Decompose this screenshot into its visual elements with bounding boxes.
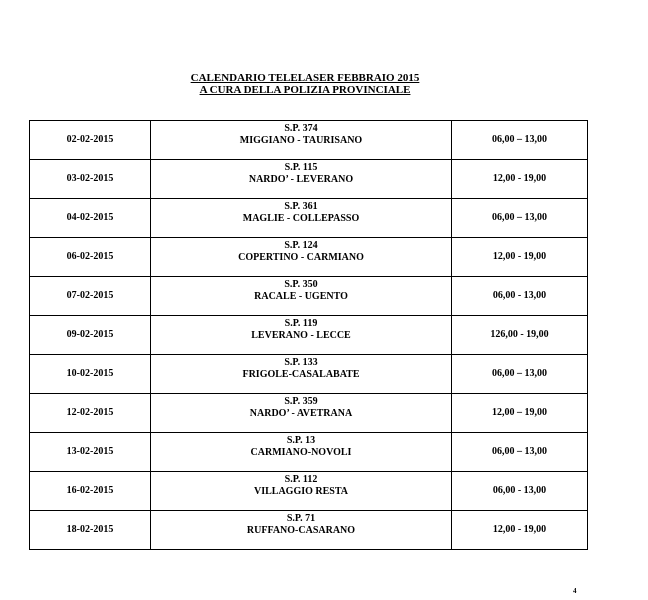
time-cell: 06,00 – 13,00 [452,433,588,472]
date-cell: 09-02-2015 [30,316,151,355]
road-code: S.P. 374 [284,123,318,134]
road-code: S.P. 115 [284,162,318,173]
road-cell [151,433,452,472]
title-line-1: CALENDARIO TELELASER FEBBRAIO 2015 [190,72,420,84]
time-cell: 06,00 – 13,00 [452,199,588,238]
time-cell: 12,00 - 19,00 [452,238,588,277]
road-code: S.P. 359 [284,396,318,407]
route-name: MIGGIANO - TAURISANO [239,135,363,146]
route-name: VILLAGGIO RESTA [253,486,348,497]
route-name: FRIGOLE-CASALABATE [242,369,360,380]
date-cell: 04-02-2015 [30,199,151,238]
table-row [30,121,588,160]
table-row [30,394,588,433]
time-cell: 06,00 - 13,00 [452,472,588,511]
road-cell [151,316,452,355]
route-name: NARDO’ - LEVERANO [248,174,354,185]
date-cell: 06-02-2015 [30,238,151,277]
date-cell: 12-02-2015 [30,394,151,433]
road-cell [151,160,452,199]
road-code: S.P. 350 [284,279,318,290]
table-row [30,238,588,277]
table-row [30,433,588,472]
route-name: MAGLIE - COLLEPASSO [242,213,360,224]
date-cell: 02-02-2015 [30,121,151,160]
route-name: NARDO’ - AVETRANA [249,408,353,419]
time-cell: 06,00 – 13,00 [452,355,588,394]
road-cell [151,277,452,316]
time-cell: 06,00 - 13,00 [452,277,588,316]
route-name: RUFFANO-CASARANO [246,525,356,536]
route-name: LEVERANO - LECCE [251,330,351,341]
road-code: S.P. 13 [286,435,316,446]
time-cell: 12,00 - 19,00 [452,160,588,199]
table-row [30,472,588,511]
road-cell [151,472,452,511]
page-number: 4 [573,587,577,595]
road-cell [151,199,452,238]
road-code: S.P. 133 [284,357,318,368]
schedule-table [29,120,588,550]
table-row [30,160,588,199]
date-cell: 13-02-2015 [30,433,151,472]
route-name: RACALE - UGENTO [254,291,348,302]
date-cell: 16-02-2015 [30,472,151,511]
route-name: CARMIANO-NOVOLI [250,447,352,458]
road-code: S.P. 112 [284,474,318,485]
table-row [30,199,588,238]
road-cell [151,238,452,277]
time-cell: 06,00 – 13,00 [452,121,588,160]
table-row [30,316,588,355]
date-cell: 18-02-2015 [30,511,151,550]
road-code: S.P. 361 [284,201,318,212]
title-line-2: A CURA DELLA POLIZIA PROVINCIALE [199,84,411,96]
document-title [0,72,610,96]
time-cell: 12,00 – 19,00 [452,394,588,433]
road-cell [151,511,452,550]
road-code: S.P. 71 [286,513,316,524]
date-cell: 03-02-2015 [30,160,151,199]
date-cell: 07-02-2015 [30,277,151,316]
table-row [30,277,588,316]
road-code: S.P. 119 [284,318,318,329]
road-cell [151,355,452,394]
date-cell: 10-02-2015 [30,355,151,394]
time-cell: 126,00 - 19,00 [452,316,588,355]
table-row [30,355,588,394]
road-code: S.P. 124 [284,240,318,251]
time-cell: 12,00 - 19,00 [452,511,588,550]
road-cell [151,394,452,433]
table-row [30,511,588,550]
route-name: COPERTINO - CARMIANO [238,252,364,263]
road-cell [151,121,452,160]
